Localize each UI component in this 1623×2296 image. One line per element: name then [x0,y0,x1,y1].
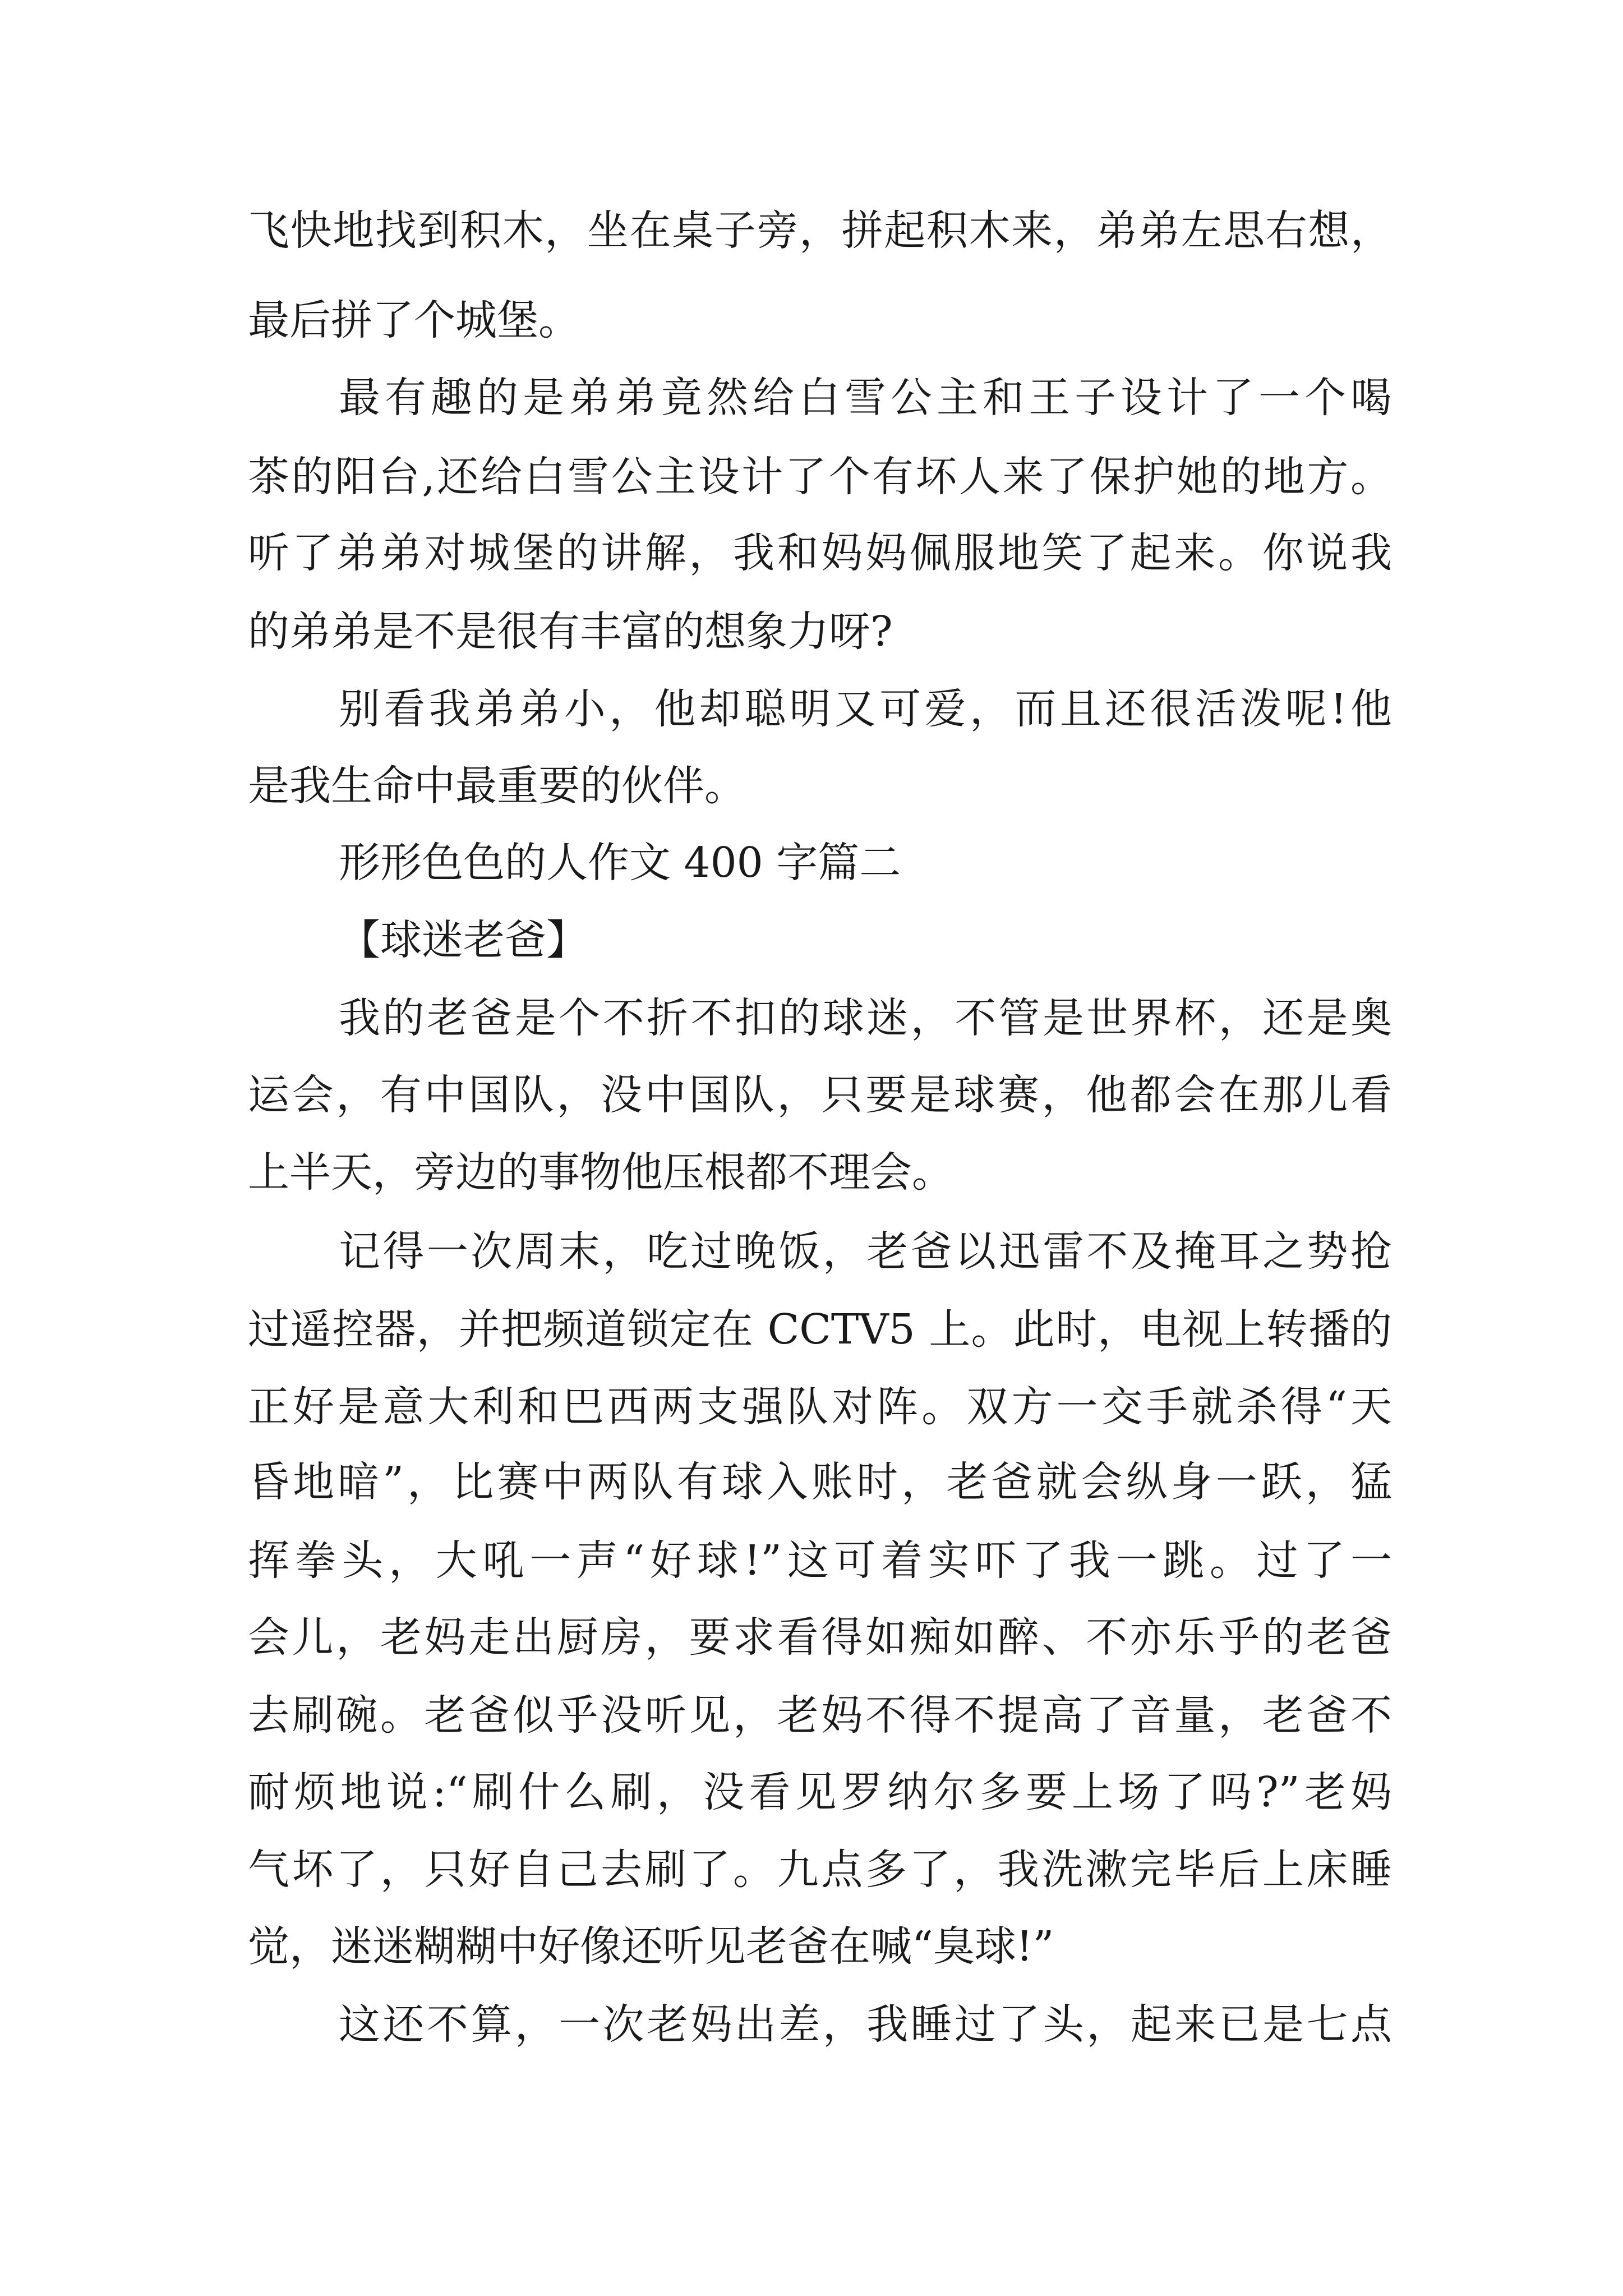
text-line: 运会，有中国队，没中国队，只要是球赛，他都会在那儿看 [248,1071,1392,1119]
paragraph-line: 别看我弟弟小，他却聪明又可爱，而且还很活泼呢!他 [339,685,1392,733]
text-line: 是我生命中最重要的伙伴。 [248,762,746,810]
text-line: 过遥控器，并把频道锁定在 CCTV5 上。此时，电视上转播的 [248,1305,1392,1354]
paragraph-line: 我的老爸是个不折不扣的球迷，不管是世界杯，还是奥 [339,994,1392,1042]
paragraph-line: 记得一次周末，吃过晚饭，老爸以迅雷不及掩耳之势抢 [339,1227,1392,1276]
text-line: 觉，迷迷糊糊中好像还听见老爸在喊“臭球!” [248,1922,1054,1971]
text-line: 上半天，旁边的事物他压根都不理会。 [248,1148,953,1197]
text-line: 茶的阳台,还给白雪公主设计了个有坏人来了保护她的地方。 [248,453,1392,501]
paragraph-line: 最有趣的是弟弟竟然给白雪公主和王子设计了一个喝 [339,374,1392,422]
text-line: 昏地暗”，比赛中两队有球入账时，老爸就会纵身一跃，猛 [248,1458,1392,1506]
text-line: 气坏了，只好自己去刷了。九点多了，我洗漱完毕后上床睡 [248,1846,1392,1894]
section-heading: 形形色色的人作文 400 字篇二 [339,839,901,887]
text-line: 最后拼了个城堡。 [248,296,580,344]
subsection-title: 【球迷老爸】 [339,916,588,964]
text-line: 挥拳头，大吼一声“好球!”这可着实吓了我一跳。过了一 [248,1536,1392,1585]
text-line: 的弟弟是不是很有丰富的想象力呀? [248,608,893,656]
paragraph-line: 这还不算，一次老妈出差，我睡过了头，起来已是七点 [339,2000,1392,2049]
text-line: 正好是意大利和巴西两支强队对阵。双方一交手就杀得“天 [248,1383,1392,1431]
text-line: 飞快地找到积木，坐在桌子旁，拼起积木来，弟弟左思右想， [248,206,1392,255]
text-line: 听了弟弟对城堡的讲解，我和妈妈佩服地笑了起来。你说我 [248,529,1392,577]
text-line: 会儿，老妈走出厨房，要求看得如痴如醉、不亦乐乎的老爸 [248,1613,1392,1662]
text-line: 去刷碗。老爸似乎没听见，老妈不得不提高了音量，老爸不 [248,1691,1392,1740]
text-line: 耐烦地说:“刷什么刷，没看见罗纳尔多要上场了吗?”老妈 [248,1768,1392,1816]
